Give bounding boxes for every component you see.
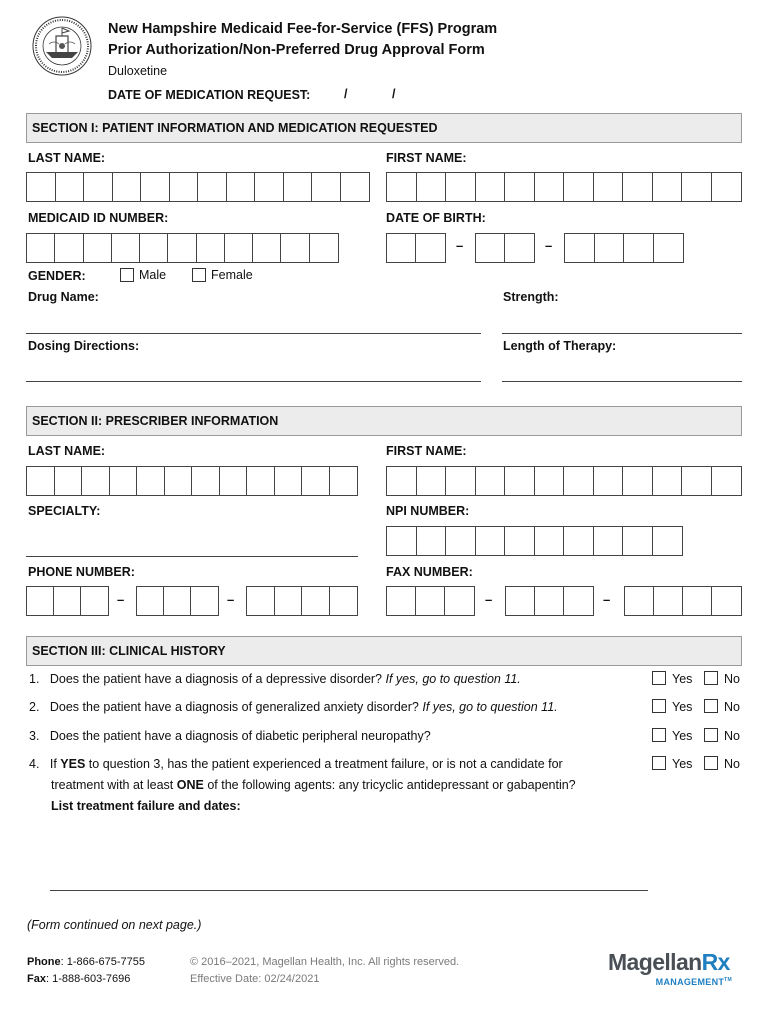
- form-title-line1: New Hampshire Medicaid Fee-for-Service (FFS) Program: [108, 21, 498, 37]
- length-of-therapy-input[interactable]: [502, 381, 742, 382]
- date-separator: /: [392, 87, 396, 101]
- footer-fax-label: Fax: [27, 973, 46, 985]
- no-label: No: [724, 700, 740, 714]
- prescriber-last-name-input[interactable]: [26, 466, 358, 496]
- drug-name-input[interactable]: [26, 333, 481, 334]
- fax-line-input[interactable]: [624, 586, 742, 616]
- phone-prefix-input[interactable]: [136, 586, 219, 616]
- yes-label: Yes: [672, 700, 693, 714]
- form-title-line2: Prior Authorization/Non-Preferred Drug Approval Form: [108, 42, 485, 58]
- treatment-failure-input[interactable]: [50, 890, 648, 891]
- q3-no-checkbox[interactable]: [704, 728, 718, 742]
- date-request-label: DATE OF MEDICATION REQUEST:: [108, 88, 311, 102]
- length-of-therapy-label: Length of Therapy:: [503, 339, 617, 353]
- footer-fax: [27, 973, 130, 985]
- section-header: SECTION III: CLINICAL HISTORY: [26, 636, 742, 666]
- question-number: 1.: [29, 672, 40, 686]
- effective-date: Effective Date: 02/24/2021: [190, 973, 320, 985]
- date-separator: /: [344, 87, 348, 101]
- question-text: treatment with at least: [51, 778, 174, 792]
- dob-label: DATE OF BIRTH:: [386, 211, 486, 225]
- patient-first-name-label: FIRST NAME:: [386, 151, 467, 165]
- form-continued-note: (Form continued on next page.): [27, 918, 202, 932]
- fax-prefix-input[interactable]: [505, 586, 594, 616]
- footer-phone-label: Phone: [27, 956, 61, 968]
- question-text: Does the patient have a diagnosis of diabetic peripheral neuropathy?: [49, 729, 431, 743]
- question-number: 4.: [29, 757, 40, 771]
- yes-label: Yes: [672, 729, 693, 743]
- magellan-rx-logo: [608, 950, 738, 990]
- fax-dash: –: [603, 592, 611, 607]
- q1-no-checkbox[interactable]: [704, 671, 718, 685]
- phone-area-code-input[interactable]: [26, 586, 109, 616]
- question-emphasis: YES: [60, 757, 86, 771]
- footer-fax-value: : 1-888-603-7696: [45, 973, 131, 985]
- npi-input[interactable]: [386, 526, 683, 556]
- patient-first-name-input[interactable]: [386, 172, 742, 202]
- dosing-directions-input[interactable]: [26, 381, 481, 382]
- q2-yes-checkbox[interactable]: [652, 699, 666, 713]
- no-label: No: [724, 757, 740, 771]
- fax-dash: –: [485, 592, 493, 607]
- logo-trademark: TM: [724, 977, 732, 983]
- dob-dash: –: [456, 238, 464, 253]
- dob-dash: –: [545, 238, 553, 253]
- medicaid-id-label: MEDICAID ID NUMBER:: [28, 211, 169, 225]
- specialty-label: SPECIALTY:: [28, 504, 101, 518]
- question-4: [29, 757, 563, 771]
- question-text: of the following agents: any tricyclic antidepressant or gabapentin?: [207, 778, 576, 792]
- fax-label: FAX NUMBER:: [386, 565, 473, 579]
- phone-label: PHONE NUMBER:: [28, 565, 135, 579]
- prescriber-last-name-label: LAST NAME:: [28, 444, 106, 458]
- question-text: Does the patient have a diagnosis of generalized anxiety disorder?: [49, 700, 419, 714]
- q2-no-checkbox[interactable]: [704, 699, 718, 713]
- question-3: [29, 729, 431, 743]
- treatment-failure-label: List treatment failure and dates:: [51, 799, 241, 813]
- medicaid-id-input[interactable]: [26, 233, 339, 263]
- prescriber-first-name-label: FIRST NAME:: [386, 444, 467, 458]
- question-2: [29, 700, 558, 714]
- state-seal-logo: [32, 16, 92, 76]
- q4-no-checkbox[interactable]: [704, 756, 718, 770]
- phone-dash: –: [227, 592, 235, 607]
- logo-subtext: MANAGEMENT: [655, 977, 725, 987]
- question-text: If: [49, 757, 57, 771]
- dob-month-input[interactable]: [386, 233, 446, 263]
- logo-text: Magellan: [608, 949, 702, 975]
- footer-phone: [27, 956, 145, 968]
- gender-male-label: Male: [139, 268, 167, 282]
- fax-area-code-input[interactable]: [386, 586, 475, 616]
- q4-yes-checkbox[interactable]: [652, 756, 666, 770]
- copyright: © 2016–2021, Magellan Health, Inc. All rights reserved.: [190, 956, 460, 968]
- question-text: to question 3, has the patient experienced a treatment failure, or is not a candidate for: [88, 757, 563, 771]
- patient-last-name-input[interactable]: [26, 172, 370, 202]
- yes-label: Yes: [672, 672, 693, 686]
- question-number: 2.: [29, 700, 40, 714]
- section-header: SECTION II: PRESCRIBER INFORMATION: [26, 406, 742, 436]
- dob-day-input[interactable]: [475, 233, 535, 263]
- gender-female-checkbox[interactable]: [192, 268, 206, 282]
- dob-year-input[interactable]: [564, 233, 684, 263]
- strength-label: Strength:: [503, 290, 559, 304]
- question-note: If yes, go to question 11.: [385, 672, 521, 686]
- patient-last-name-label: LAST NAME:: [28, 151, 106, 165]
- no-label: No: [724, 672, 740, 686]
- strength-input[interactable]: [502, 333, 742, 334]
- question-4-line2: [51, 778, 576, 792]
- phone-line-input[interactable]: [246, 586, 358, 616]
- npi-label: NPI NUMBER:: [386, 504, 470, 518]
- section-header: SECTION I: PATIENT INFORMATION AND MEDICATION REQUESTED: [26, 113, 742, 143]
- question-emphasis: ONE: [176, 778, 204, 792]
- question-1: [29, 672, 521, 686]
- gender-label: GENDER:: [28, 269, 86, 283]
- q1-yes-checkbox[interactable]: [652, 671, 666, 685]
- question-text: Does the patient have a diagnosis of a depressive disorder?: [49, 672, 383, 686]
- question-number: 3.: [29, 729, 40, 743]
- gender-male-checkbox[interactable]: [120, 268, 134, 282]
- yes-label: Yes: [672, 757, 693, 771]
- drug-name-label: Drug Name:: [28, 290, 99, 304]
- no-label: No: [724, 729, 740, 743]
- drug-subtitle: Duloxetine: [108, 64, 168, 78]
- question-note: If yes, go to question 11.: [422, 700, 558, 714]
- dosing-directions-label: Dosing Directions:: [28, 339, 140, 353]
- gender-female-label: Female: [211, 268, 253, 282]
- specialty-input[interactable]: [26, 556, 358, 557]
- q3-yes-checkbox[interactable]: [652, 728, 666, 742]
- logo-rx-text: Rx: [701, 949, 730, 975]
- prescriber-first-name-input[interactable]: [386, 466, 742, 496]
- phone-dash: –: [117, 592, 125, 607]
- footer-phone-value: : 1-866-675-7755: [60, 956, 146, 968]
